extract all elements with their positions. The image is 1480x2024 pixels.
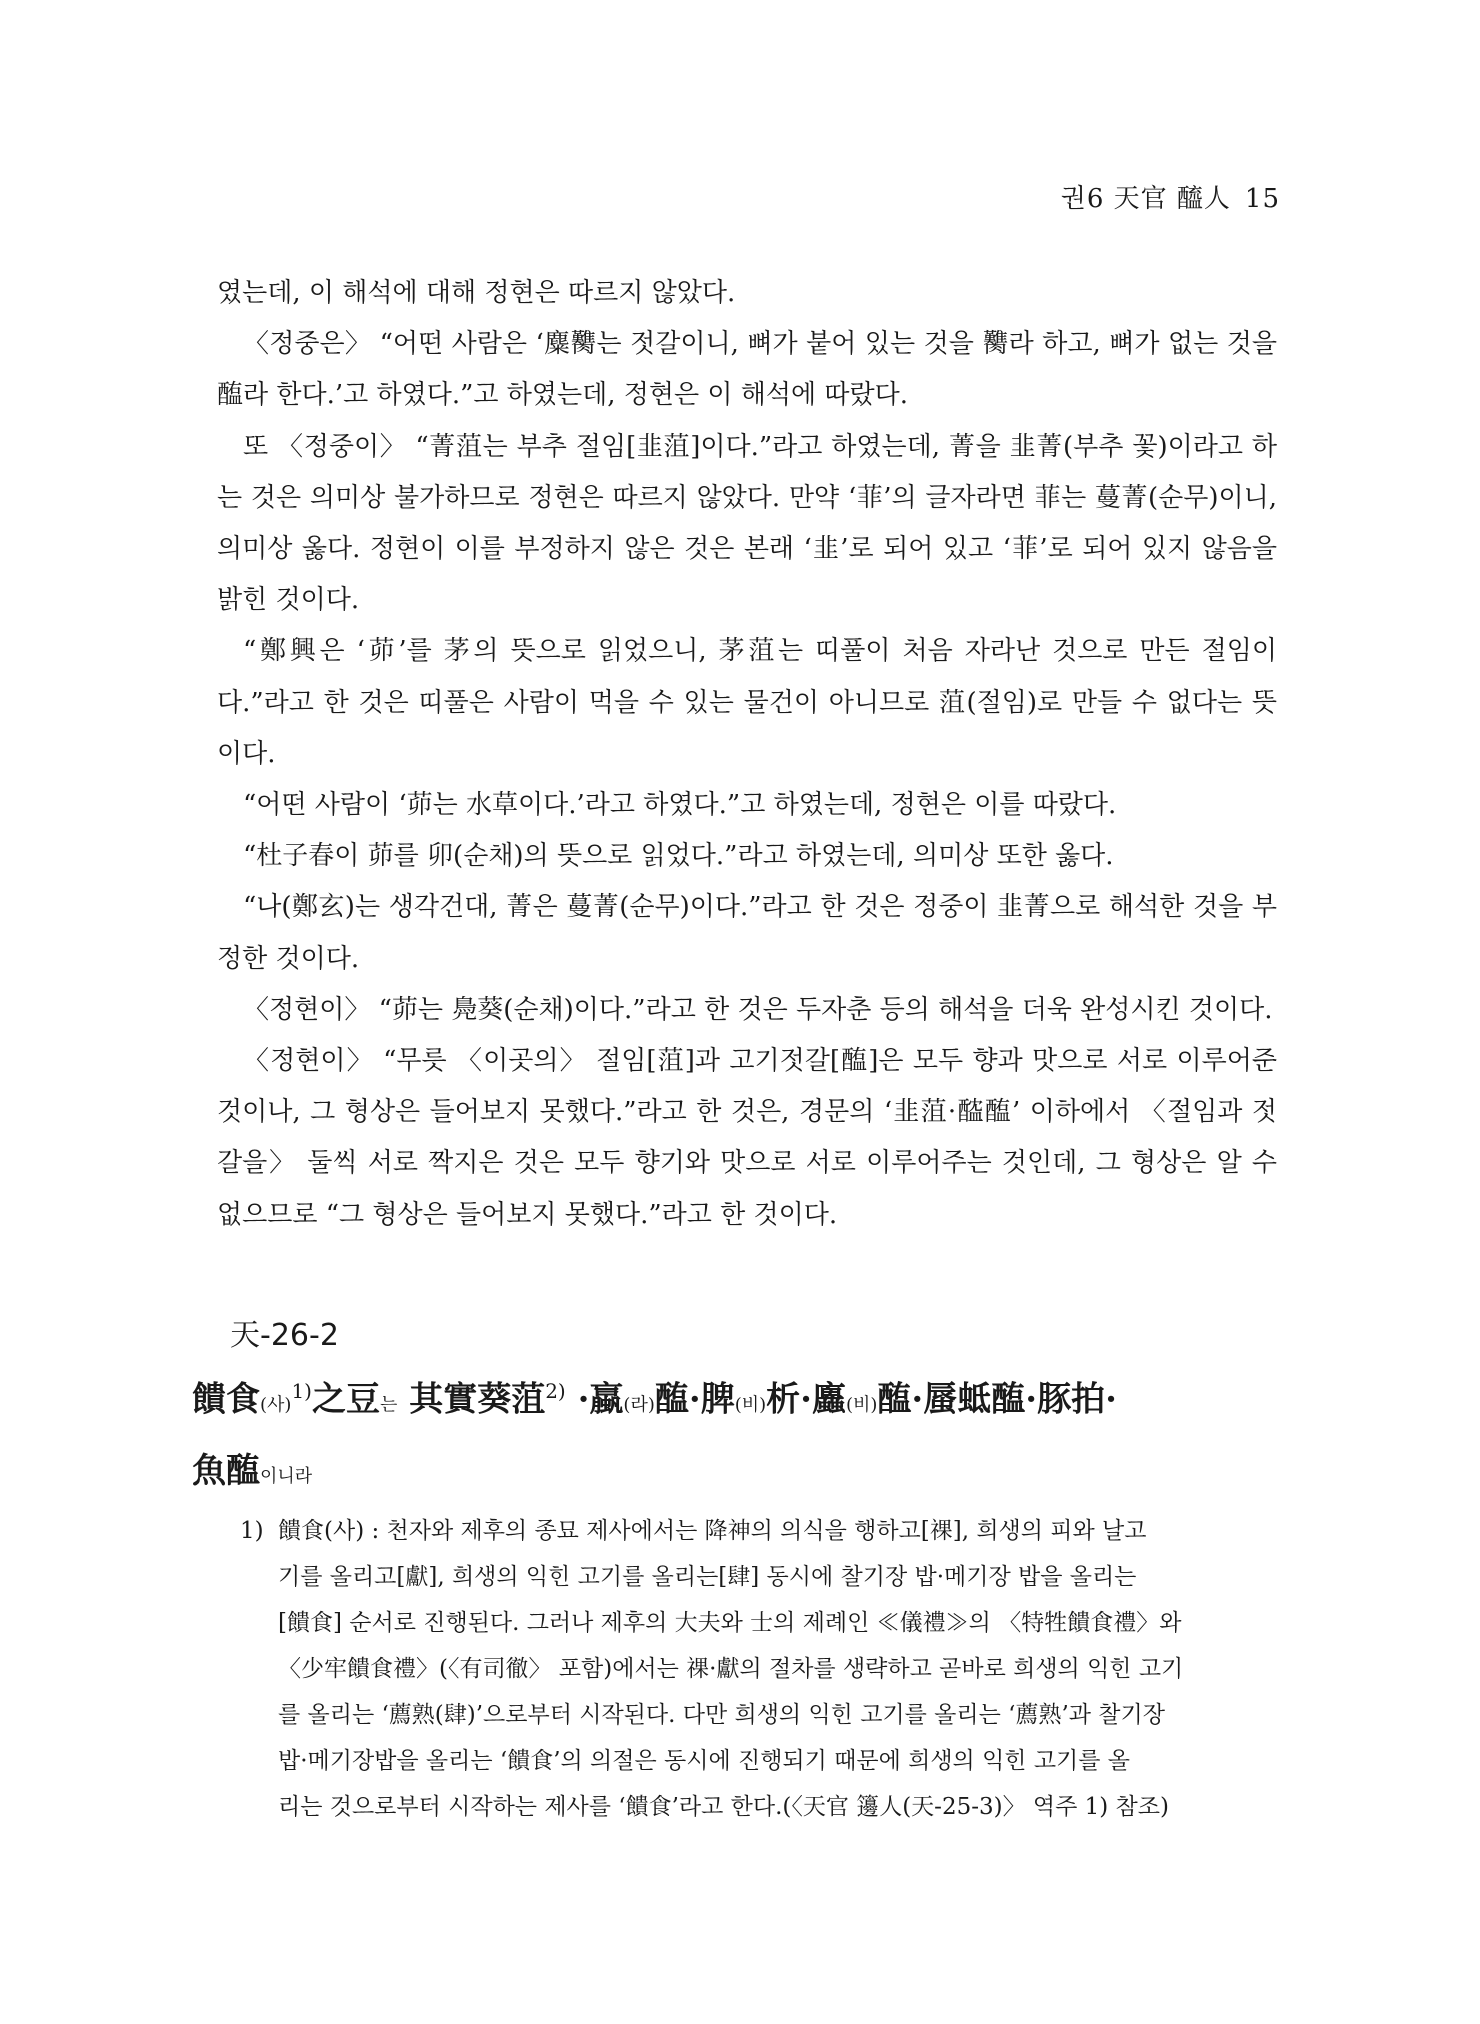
paragraph: 〈정현이〉 “茆는 鳧葵(순채)이다.”라고 한 것은 두자춘 등의 해석을 더욱 완성시킨 것이다. bbox=[243, 994, 1273, 1025]
footnote-line: 기를 올리고[獻], 희생의 익힌 고기를 올리는[肆] 동시에 찰기장 밥·메기장 밥을 올리는 bbox=[278, 1564, 1137, 1590]
paragraph: “어떤 사람이 ‘茆는 水草이다.’라고 하였다.”고 하였는데, 정현은 이를 따랐다. bbox=[243, 790, 1117, 821]
commentary-body bbox=[217, 268, 1277, 1241]
footnote-line: 饋食(사) : 천자와 제후의 종묘 제사에서는 降神의 의식을 행하고[祼], 희생의 피와 날고 bbox=[278, 1518, 1147, 1544]
footnote-line: 리는 것으로부터 시작하는 제사를 ‘饋食’라고 한다.(〈天官 籩人(天-25-3)〉 역주 1) 참조) bbox=[278, 1794, 1169, 1820]
classic-segment: 魚醢 bbox=[192, 1451, 260, 1492]
running-title: 권6 天官 醯人 bbox=[1060, 184, 1231, 214]
hangul-particle: 는 bbox=[379, 1394, 398, 1416]
reading-annotation: (비) bbox=[845, 1394, 878, 1416]
footnote-ref: 1) bbox=[291, 1379, 312, 1403]
classic-segment: 醢·蜃蚳醢·豚拍· bbox=[877, 1379, 1117, 1420]
paragraph: “나(鄭玄)는 생각건대, 菁은 蔓菁(순무)이다.”라고 한 것은 정중이 韭菁으로 해석한 것을 부정한 것이다. bbox=[217, 892, 1277, 974]
footnote-ref: 2) bbox=[545, 1379, 566, 1403]
page-number: 15 bbox=[1244, 184, 1280, 214]
reading-annotation: (사) bbox=[260, 1394, 292, 1416]
section-label: 天-26-2 bbox=[230, 1318, 339, 1353]
footnote-body bbox=[278, 1508, 1280, 1830]
running-header bbox=[1061, 178, 1280, 215]
footnote-line: 〈少牢饋食禮〉(〈有司徹〉 포함)에서는 祼·獻의 절차를 생략하고 곧바로 희생의 익힌 고기 bbox=[278, 1656, 1184, 1682]
classic-segment: ·蠃 bbox=[577, 1379, 624, 1420]
classic-segment: 之豆 bbox=[311, 1379, 380, 1420]
paragraph: 또 〈정중이〉 “菁菹는 부추 절임[韭菹]이다.”라고 하였는데, 菁을 韭菁(부추 꽃)이라고 하는 것은 의미상 불가하므로 정현은 따르지 않았다. 만약 ‘菲’의 글자라면 菲는 蔓菁(순무)이니, 의미상 옳다. 정현이 이를 부정하지 않은 것은 본래 ‘韭’로 되어 있고 ‘菲’로 되어 있지 않음을 밝힌 것이다. bbox=[217, 431, 1277, 616]
paragraph: 〈정중은〉 “어떤 사람은 ‘麋臡는 젓갈이니, 뼈가 붙어 있는 것을 臡라 하고, 뼈가 없는 것을 醢라 한다.’고 하였다.”고 하였는데, 정현은 이 해석에 따랐다. bbox=[217, 329, 1277, 411]
footnote-number: 1) bbox=[240, 1518, 264, 1544]
reading-annotation: (라) bbox=[623, 1394, 655, 1416]
paragraph: “杜子春이 茆를 卯(순채)의 뜻으로 읽었다.”라고 하였는데, 의미상 또한 옳다. bbox=[243, 841, 1114, 872]
footnote-line: 밥·메기장밥을 올리는 ‘饋食’의 의절은 동시에 진행되기 때문에 희생의 익힌 고기를 올 bbox=[278, 1748, 1131, 1774]
classic-segment: 其實葵菹 bbox=[409, 1379, 546, 1420]
classic-segment: 醢·脾 bbox=[654, 1379, 735, 1420]
reading-annotation: (비) bbox=[734, 1394, 767, 1416]
classic-segment: 饋食 bbox=[192, 1379, 260, 1420]
classic-segment: 析·蠯 bbox=[766, 1379, 846, 1420]
hangul-particle: 이니라 bbox=[260, 1466, 313, 1488]
paragraph: 〈정현이〉 “무릇 〈이곳의〉 절임[菹]과 고기젓갈[醢]은 모두 향과 맛으로 서로 이루어준 것이나, 그 형상은 들어보지 못했다.”라고 한 것은, 경문의 ‘韭菹·醓醢’ 이하에서 〈절임과 젓갈을〉 둘씩 서로 짝지은 것은 모두 향기와 맛으로 서로 이루어주는 것인데, 그 형상은 알 수 없으므로 “그 형상은 들어보지 못했다.”라고 한 것이다. bbox=[217, 1046, 1277, 1230]
paragraph: 였는데, 이 해석에 대해 정현은 따르지 않았다. bbox=[217, 278, 736, 308]
footnote-line: 를 올리는 ‘薦熟(肆)’으로부터 시작된다. 다만 희생의 익힌 고기를 올리는 ‘薦熟’과 찰기장 bbox=[278, 1702, 1165, 1728]
footnote bbox=[240, 1508, 1280, 1830]
paragraph: “鄭興은 ‘茆’를 茅의 뜻으로 읽었으니, 茅菹는 띠풀이 처음 자라난 것으로 만든 절임이다.”라고 한 것은 띠풀은 사람이 먹을 수 있는 물건이 아니므로 菹(절임)로 만들 수 없다는 뜻이다. bbox=[217, 636, 1277, 769]
classic-text bbox=[192, 1358, 1282, 1510]
footnote-line: [饋食] 순서로 진행된다. 그러나 제후의 大夫와 士의 제례인 ≪儀禮≫의 〈特牲饋食禮〉와 bbox=[278, 1610, 1182, 1636]
